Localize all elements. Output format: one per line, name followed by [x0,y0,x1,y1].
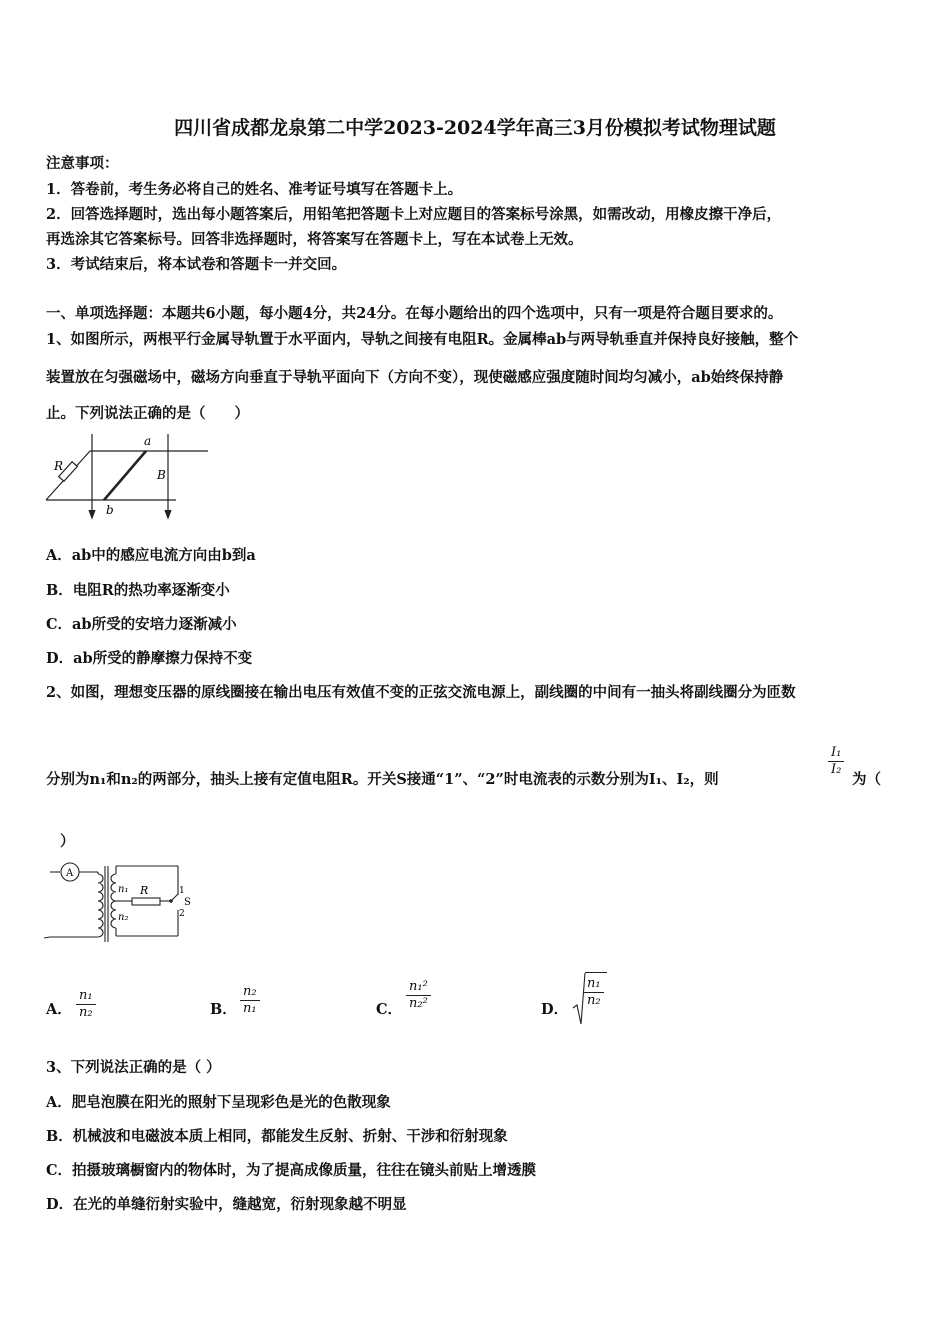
label-b: b [106,503,114,517]
label-field: B [157,468,166,482]
q3-option-b: B．机械波和电磁波本质上相同，都能发生反射、折射、干涉和衍射现象 [46,1128,508,1145]
q2-option-b-label: B． [210,1001,237,1018]
q3-option-d: D．在光的单缝衍射实验中，缝越宽，衍射现象越不明显 [46,1196,407,1213]
label-switch: S [184,897,191,908]
fraction-denominator: I₂ [831,761,842,777]
question-2-line-end: 为（ [852,771,881,788]
question-3-stem: 3、下列说法正确的是（ ） [46,1059,221,1076]
notice-item: 1．答卷前，考生务必将自己的姓名、准考证号填写在答题卡上。 [46,181,463,198]
q2-option-d-label: D． [541,1001,569,1018]
notice-item: 2．回答选择题时，选出每小题答案后，用铅笔把答题卡上对应题目的答案标号涂黑，如需改动，用橡皮擦干净后， [46,206,782,223]
secondary-coil-n2 [111,901,116,928]
q1-option-c: C．ab所受的安培力逐渐减小 [46,616,237,633]
q2-option-a-label: A． [46,1001,72,1018]
metal-rod [104,451,146,500]
label-n2: n₂ [118,912,129,923]
secondary-coil-n1 [111,874,116,901]
question-1-line: 1、如图所示，两根平行金属导轨置于水平面内，导轨之间接有电阻R。金属棒ab与两导轨垂直并保持良好接触，整个 [46,331,799,348]
q1-option-a: A．ab中的感应电流方向由b到a [46,547,256,564]
q2-option-c-fraction: $\frac{\text{n₁²}}{\text{n₂²}}$ [406,979,431,1011]
resistor [132,898,160,905]
q2-option-b-fraction: $\frac{\text{n₂}}{\text{n₁}}$ [240,984,260,1016]
question-1-line: 止。下列说法正确的是（ ） [46,405,249,422]
current-ratio-fraction [828,745,844,777]
label-r: R [140,884,149,897]
transformer-figure [44,858,204,943]
q1-option-b: B．电阻R的热功率逐渐变小 [46,582,230,599]
q3-option-c: C．拍摄玻璃橱窗内的物体时，为了提高成像质量，往往在镜头前贴上增透膜 [46,1162,537,1179]
label-pos1: 1 [179,886,185,896]
q3-option-a: A．肥皂泡膜在阳光的照射下呈现彩色是光的色散现象 [46,1094,391,1111]
question-2-line: ） [60,833,75,850]
primary-coil [98,874,103,937]
notice-item: 再选涂其它答案标号。回答非选择题时，将答案写在答题卡上，写在本试卷上无效。 [46,231,583,248]
notice-item: 3．考试结束后，将本试卷和答题卡一并交回。 [46,256,347,273]
q1-option-d: D．ab所受的静摩擦力保持不变 [46,650,253,667]
question-1-line: 装置放在匀强磁场中，磁场方向垂直于导轨平面向下（方向不变），现使磁感应强度随时间均匀减小，ab始终保持静 [46,369,784,386]
ammeter-label: A [66,868,74,879]
label-pos2: 2 [179,909,185,919]
label-a: a [144,434,152,448]
page-title: 四川省成都龙泉第二中学2023-2024学年高三3月份模拟考试物理试题 [174,117,776,139]
q2-option-d-fraction: $\frac{\text{n₁}}{\text{n₂}}$ [584,976,604,1008]
q2-option-c-label: C． [376,1001,403,1018]
question-2-line: 分别为n₁和n₂的两部分，抽头上接有定值电阻R。开关S接通“1”、“2”时电流表的示数分别为I₁、I₂，则 [46,771,719,788]
rail-circuit-figure [40,430,220,525]
section-heading: 一、单项选择题：本题共6小题，每小题4分，共24分。在每小题给出的四个选项中，只有一项是符合题目要求的。 [46,305,783,322]
label-n1: n₁ [118,884,129,895]
q2-option-a-fraction: $\frac{\text{n₁}}{\text{n₂}}$ [76,988,96,1020]
radical-bar [585,972,607,973]
label-r: R [54,459,64,473]
fraction-numerator: I₁ [828,745,844,762]
question-2-line: 2、如图，理想变压器的原线圈接在输出电压有效值不变的正弦交流电源上，副线圈的中间有一抽头将副线圈分为匝数 [46,684,796,701]
notice-heading: 注意事项： [46,155,119,172]
